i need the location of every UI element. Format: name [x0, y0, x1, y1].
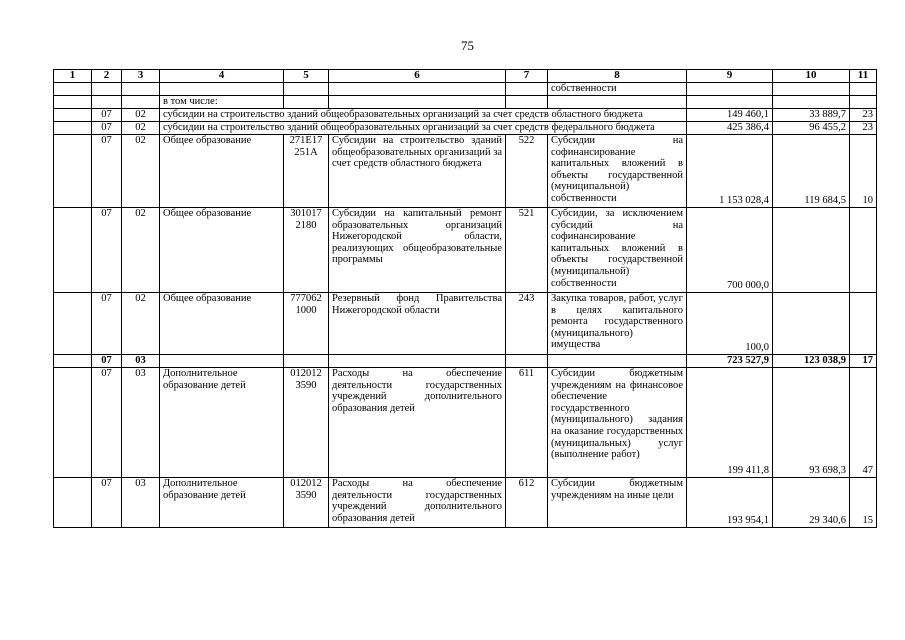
cell-expense-type: 522	[506, 135, 548, 208]
continuation-row	[54, 83, 877, 96]
cell-article-name: Расходы на обеспечение деятельности государственных учреждений дополнительного образования детей	[329, 368, 506, 478]
cell-section: 07	[92, 208, 122, 293]
cell-section: 07	[92, 368, 122, 478]
cell-percent: 47	[850, 368, 877, 478]
cell-amount: 425 386,4	[687, 122, 773, 135]
cell-sub-description: субсидии на строительство зданий общеобразовательных организаций за счет средств областного бюджета	[160, 109, 687, 122]
budget-table	[53, 69, 877, 528]
column-header: 11	[850, 70, 877, 83]
cell-article-name: Расходы на обеспечение деятельности государственных учреждений дополнительного образования детей	[329, 478, 506, 528]
cell-amount: 700 000,0	[687, 208, 773, 293]
cell-amount-executed: 33 889,7	[773, 109, 850, 122]
cell-subsection: 02	[122, 122, 160, 135]
cell-percent: 23	[850, 109, 877, 122]
subtotal-row	[54, 355, 877, 368]
table-row	[54, 368, 877, 478]
column-header: 8	[548, 70, 687, 83]
cell-percent: 10	[850, 135, 877, 208]
column-number-row	[54, 70, 877, 83]
cell-expense-type-name: Закупка товаров, работ, услуг в целях капитального ремонта государственного (муниципального) имущества	[548, 293, 687, 355]
column-header: 6	[329, 70, 506, 83]
cell-expense-type: 612	[506, 478, 548, 528]
cell-amount-executed: 93 698,3	[773, 368, 850, 478]
cell-target-article: 301017 2180	[284, 208, 329, 293]
column-header: 7	[506, 70, 548, 83]
cell-amount-executed: 119 684,5	[773, 135, 850, 208]
cell-section-name: Общее образование	[160, 293, 284, 355]
cell-target-article: 012012 3590	[284, 368, 329, 478]
cell-amount-executed: 29 340,6	[773, 478, 850, 528]
cell-amount: 199 411,8	[687, 368, 773, 478]
cell-expense-type: 243	[506, 293, 548, 355]
cell-amount-executed: 96 455,2	[773, 122, 850, 135]
cell-expense-type-name: Субсидии на софинансирование капитальных вложений в объекты государственной (муниципальной) собственности	[548, 135, 687, 208]
cell-subsection: 03	[122, 478, 160, 528]
cell-amount: 100,0	[687, 293, 773, 355]
cell-amount: 1 153 028,4	[687, 135, 773, 208]
column-header: 9	[687, 70, 773, 83]
cell-amount: 149 460,1	[687, 109, 773, 122]
cell-expense-type: 521	[506, 208, 548, 293]
cell-percent: 23	[850, 122, 877, 135]
cell-expense-type-name: Субсидии, за исключением субсидий на софинансирование капитальных вложений в объекты государственной (муниципальной) собственности	[548, 208, 687, 293]
cell-percent	[850, 293, 877, 355]
cell-article-name: Резервный фонд Правительства Нижегородской области	[329, 293, 506, 355]
page-number: 75	[461, 38, 474, 53]
cell-section: 07	[92, 478, 122, 528]
table-row	[54, 135, 877, 208]
cell-percent: 17	[850, 355, 877, 368]
cell-expense-type-name: Субсидии бюджетным учреждениям на финансовое обеспечение государственного (муниципального) задания на оказание государственных (муниципальных) услуг (выполнение работ)	[548, 368, 687, 478]
cell-target-article: 271Е17 251А	[284, 135, 329, 208]
cell-percent	[850, 208, 877, 293]
cell-target-article: 012012 3590	[284, 478, 329, 528]
table-row	[54, 122, 877, 135]
cell-section: 07	[92, 122, 122, 135]
table-row	[54, 478, 877, 528]
cell-amount: 723 527,9	[687, 355, 773, 368]
cell-subsection: 02	[122, 293, 160, 355]
including-label: в том числе:	[160, 96, 284, 109]
cell-percent: 15	[850, 478, 877, 528]
cell-subsection: 02	[122, 135, 160, 208]
including-row	[54, 96, 877, 109]
cell-article-name: Субсидии на капитальный ремонт образовательных организаций Нижегородской области, реализующих общеобразовательные программы	[329, 208, 506, 293]
column-header: 3	[122, 70, 160, 83]
cell-amount: 193 954,1	[687, 478, 773, 528]
cell-section-name: Дополнительное образование детей	[160, 368, 284, 478]
table-row	[54, 293, 877, 355]
table-row	[54, 208, 877, 293]
cell-section: 07	[92, 109, 122, 122]
cell-expense-type-name: Субсидии бюджетным учреждениям на иные цели	[548, 478, 687, 528]
cell-section: 07	[92, 135, 122, 208]
cell-recipient: собственности	[548, 83, 687, 96]
cell-section: 07	[92, 355, 122, 368]
cell-amount-executed: 123 038,9	[773, 355, 850, 368]
column-header: 5	[284, 70, 329, 83]
cell-section-name: Дополнительное образование детей	[160, 478, 284, 528]
column-header: 2	[92, 70, 122, 83]
column-header: 4	[160, 70, 284, 83]
cell-subsection: 03	[122, 355, 160, 368]
cell-amount-executed	[773, 208, 850, 293]
cell-section-name: Общее образование	[160, 135, 284, 208]
cell-section-name: Общее образование	[160, 208, 284, 293]
table-row	[54, 109, 877, 122]
cell-article-name: Субсидии на строительство зданий общеобразовательных организаций за счет средств областного бюджета	[329, 135, 506, 208]
cell-section: 07	[92, 293, 122, 355]
cell-expense-type: 611	[506, 368, 548, 478]
cell-subsection: 03	[122, 368, 160, 478]
cell-sub-description: субсидии на строительство зданий общеобразовательных организаций за счет средств федерального бюджета	[160, 122, 687, 135]
cell-subsection: 02	[122, 109, 160, 122]
cell-amount-executed	[773, 293, 850, 355]
column-header: 1	[54, 70, 92, 83]
column-header: 10	[773, 70, 850, 83]
cell-target-article: 777062 1000	[284, 293, 329, 355]
cell-subsection: 02	[122, 208, 160, 293]
